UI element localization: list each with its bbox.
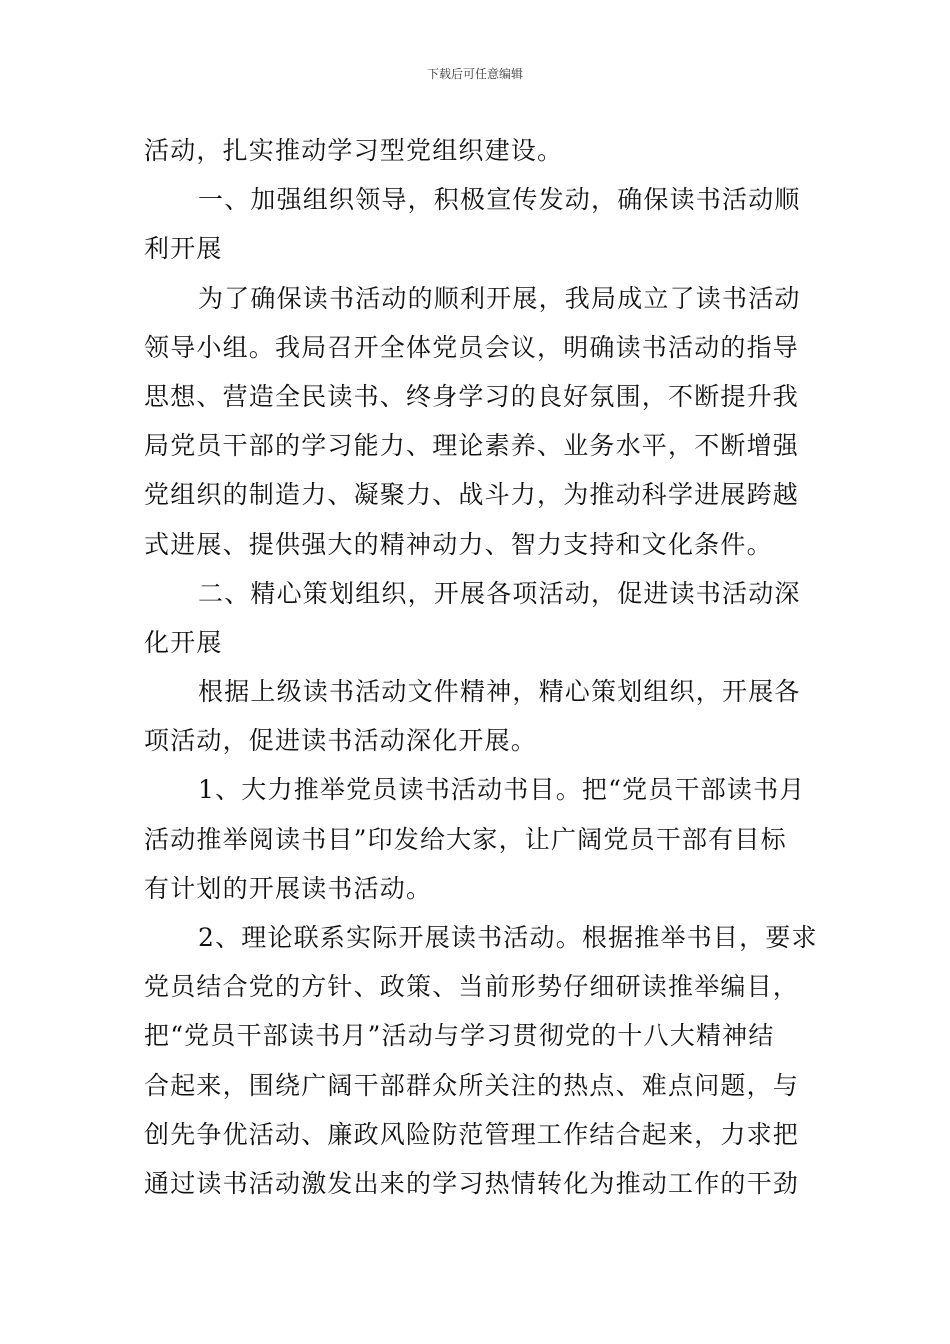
list-item-1-cont: 活动推举阅读书目”印发给大家，让广阔党员干部有目标 <box>144 824 787 854</box>
paragraph-line: 为了确保读书活动的顺利开展，我局成立了读书活动 <box>198 283 801 313</box>
page-header: 下载后可任意编辑 <box>426 67 523 81</box>
paragraph-line: 根据上级读书活动文件精神，精心策划组织，开展各 <box>198 677 801 707</box>
section-heading-2-cont: 化开展 <box>144 627 223 657</box>
list-item-2-cont: 党员结合党的方针、政策、当前形势仔细研读推举编目， <box>144 972 800 1002</box>
paragraph-line: 式进展、提供强大的精神动力、智力支持和文化条件。 <box>144 529 773 559</box>
paragraph-line: 思想、营造全民读书、终身学习的良好氛围，不断提升我 <box>144 381 800 411</box>
section-heading-1: 一、加强组织领导，积极宣传发动，确保读书活动顺 <box>198 185 801 215</box>
list-item-2-cont: 通过读书活动激发出来的学习热情转化为推动工作的干劲 <box>144 1168 800 1198</box>
text-line: 活动，扎实推动学习型党组织建设。 <box>144 136 564 165</box>
paragraph-line: 党组织的制造力、凝聚力、战斗力，为推动科学进展跨越 <box>144 480 800 510</box>
list-item-1: 1、大力推举党员读书活动书目。把“党员干部读书月 <box>198 775 806 805</box>
section-heading-1-cont: 利开展 <box>144 234 223 264</box>
section-heading-2: 二、精心策划组织，开展各项活动，促进读书活动深 <box>198 578 801 608</box>
list-item-2: 2、理论联系实际开展读书活动。根据推举书目，要求 <box>198 923 818 952</box>
list-item-2-cont: 把“党员干部读书月”活动与学习贯彻党的十八大精神结 <box>144 1021 775 1051</box>
paragraph-line: 局党员干部的学习能力、理论素养、业务水平，不断增强 <box>144 431 800 461</box>
paragraph-line: 项活动，促进读书活动深化开展。 <box>144 726 538 756</box>
list-item-2-cont: 合起来，围绕广阔干部群众所关注的热点、难点问题，与 <box>144 1070 800 1100</box>
list-item-2-cont: 创先争优活动、廉政风险防范管理工作结合起来，力求把 <box>144 1119 800 1149</box>
list-item-1-cont: 有计划的开展读书活动。 <box>144 873 433 903</box>
document-body <box>144 126 818 1208</box>
paragraph-line: 领导小组。我局召开全体党员会议，明确读书活动的指导 <box>144 332 800 362</box>
